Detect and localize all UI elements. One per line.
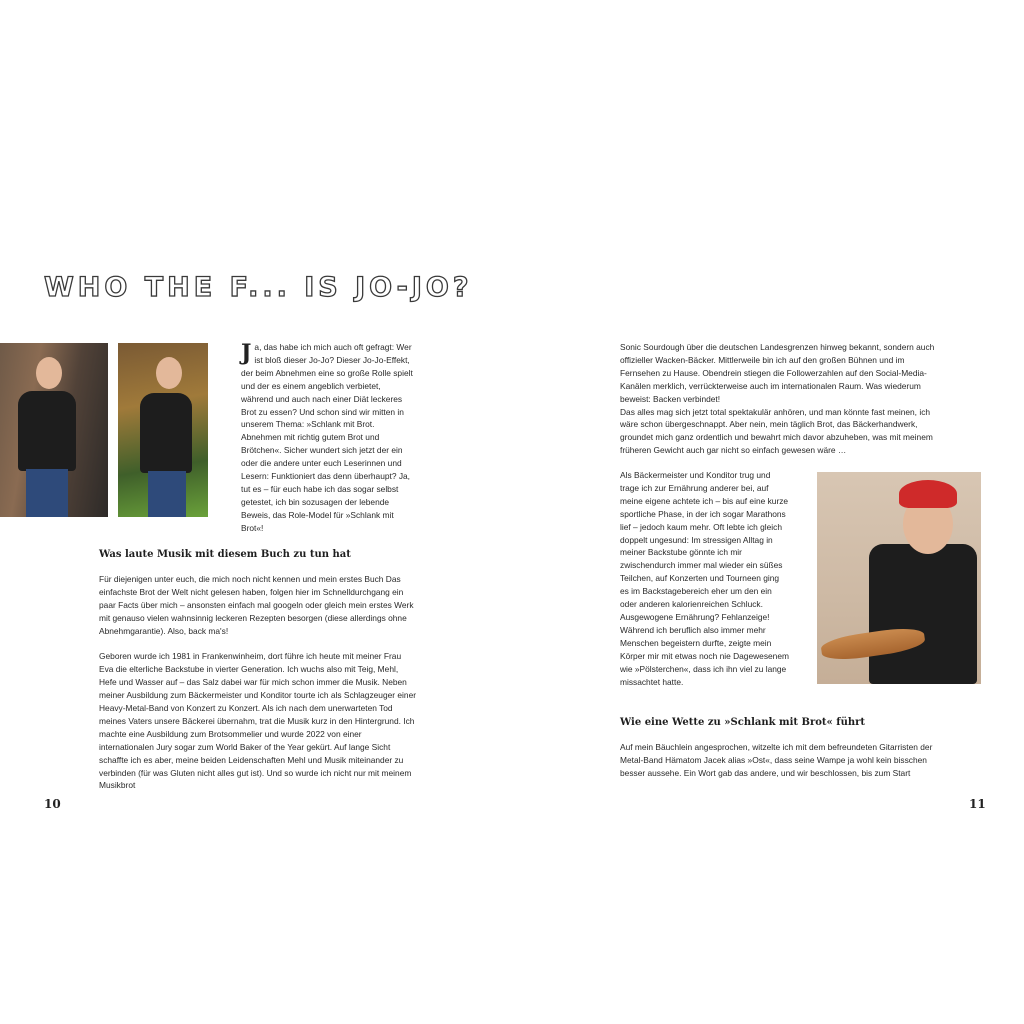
right-bottom-text xyxy=(620,741,938,780)
page-number-left: 10 xyxy=(44,797,61,811)
photo-baker-fist xyxy=(118,343,208,517)
page-number-right: 11 xyxy=(969,797,986,811)
drop-cap: J xyxy=(241,340,252,366)
figure-shirt xyxy=(18,391,76,471)
right-top-text xyxy=(620,341,938,457)
body-paragraph: Auf mein Bäuchlein angesprochen, witzelte ich mit dem befreundeten Gitarristen der Metal-Band Hämatom Jacek alias »Ost«, dass seine Wampe ja wohl kein bisschen besser aussehe. Ein Wort gab das andere, und wir beschlossen, bis zum Start xyxy=(620,742,933,778)
figure-shirt xyxy=(869,544,977,684)
section-heading-bet: Wie eine Wette zu »Schlank mit Brot« führt xyxy=(620,717,866,728)
body-paragraph: Geboren wurde ich 1981 in Frankenwinheim, dort führe ich heute mit meiner Frau Eva die elterliche Backstube in vierter Generation. Ich wuchs also mit Teig, Mehl, Hefe und Wasser auf – das Salz dabei war für mich schon immer die Musik. Neben meiner Ausbildung zum Bäckermeister und Konditor tourte ich als Schlagzeuger einer Heavy-Metal-Band von Konzert zu Konzert. Als ich nach dem unerwarteten Tod meines Vaters unsere Bäckerei übernahm, trat die Musik kurz in den Hintergrund. Ich machte eine Ausbildung zum Brotsommelier und wurde 2022 von einer internationalen Jury sogar zum World Baker of the Year gekürt. Auf lange Sicht schaffte ich es aber, meine beiden Leidenschaften Mehl und Musik miteinander zu verbinden (für was Gluten nicht alles gut ist). Und so wurde ich nicht nur mit meinem Musikbrot xyxy=(99,651,417,791)
photo-baker-with-bread xyxy=(817,472,981,684)
right-column-text xyxy=(620,469,790,688)
body-paragraph: Sonic Sourdough über die deutschen Landesgrenzen hinweg bekannt, sondern auch offizieller Wacken-Bäcker. Mittlerweile bin ich auf den großen Bühnen und im Fernsehen zu Hause. Obendrein stiegen die Followerzahlen auf den Social-Media-Kanälen merklich, verrückterweise auch im internationalen Raum. Was wiederum beweist: Backen verbindet! xyxy=(620,342,935,404)
body-paragraph: Das alles mag sich jetzt total spektakulär anhören, und man könnte fast meinen, ich wäre schon übergeschnappt. Aber nein, mein täglich Brot, das Bäckerhandwerk, groundet mich ganz ordentlich und bewahrt mich davor abzuheben, was mit meinem früheren Gewicht auch gar nicht so einfach gewesen wäre … xyxy=(620,406,933,456)
chapter-title: WHO THE F... IS JO-JO? xyxy=(44,272,473,303)
figure-shirt xyxy=(140,393,192,473)
figure-jeans xyxy=(148,471,186,517)
intro-text-block xyxy=(241,341,415,535)
intro-paragraph: a, das habe ich mich auch oft gefragt: Wer ist bloß dieser Jo-Jo? Dieser Jo-Jo-Effekt, der beim Abnehmen eine so große Rolle spielt und der es einem angeblich verbietet, während und auch nach einer Diät leckeres Brot zu essen? Und schon sind wir mitten in unserem Thema: »Schlank mit Brot. Abnehmen mit richtig gutem Brot und Brötchen«. Sicher wundert sich jetzt der ein oder die andere unter euch Leserinnen und Lesern: Funktioniert das denn überhaupt? Ja, tut es – für euch habe ich das sogar selbst getestet, ich bin sozusagen der lebende Beweis, das Role-Model für »Schlank mit Brot«! xyxy=(241,342,413,533)
section-heading-music: Was laute Musik mit diesem Buch zu tun hat xyxy=(99,549,351,560)
red-cap xyxy=(899,480,957,508)
figure-head xyxy=(156,357,182,389)
body-paragraph: Als Bäckermeister und Konditor trug und trage ich zur Ernährung anderer bei, auf meine eigene achtete ich – bis auf eine kurze sportliche Phase, in der ich sogar Marathons lief – jedoch kaum mehr. Oft lebte ich gleich doppelt ungesund: Im stressigen Alltag in meiner Backstube gönnte ich mir zwischendurch immer mal wieder ein süßes Teilchen, auf Konzerten und Tourneen ging es im Backstagebereich eher um den ein oder anderen kalorienreichen Schluck. Ausgewogene Ernährung? Fehlanzeige! Während ich beruflich also immer mehr Menschen begeistern durfte, zeigte mein Körper mir mit etwas noch nie Dagewesenem wie »Pölsterchen«, dass ich ihn viel zu lange missachtet hatte. xyxy=(620,470,789,687)
figure-jeans xyxy=(26,469,68,517)
body-paragraph: Für diejenigen unter euch, die mich noch nicht kennen und mein erstes Buch Das einfachste Brot der Welt nicht gelesen haben, folgen hier im Schnelldurchgang ein paar Facts über mich – ansonsten einfach mal googeln oder gleich mein erstes Werk mit genauso vielen wahnsinnig leckeren Rezepten besorgen (diese allerdings ohne Abnehmgarantie). Also, back ma's! xyxy=(99,574,414,636)
figure-head xyxy=(36,357,62,389)
left-body-text xyxy=(99,573,417,792)
photo-baker-leaning xyxy=(0,343,108,517)
